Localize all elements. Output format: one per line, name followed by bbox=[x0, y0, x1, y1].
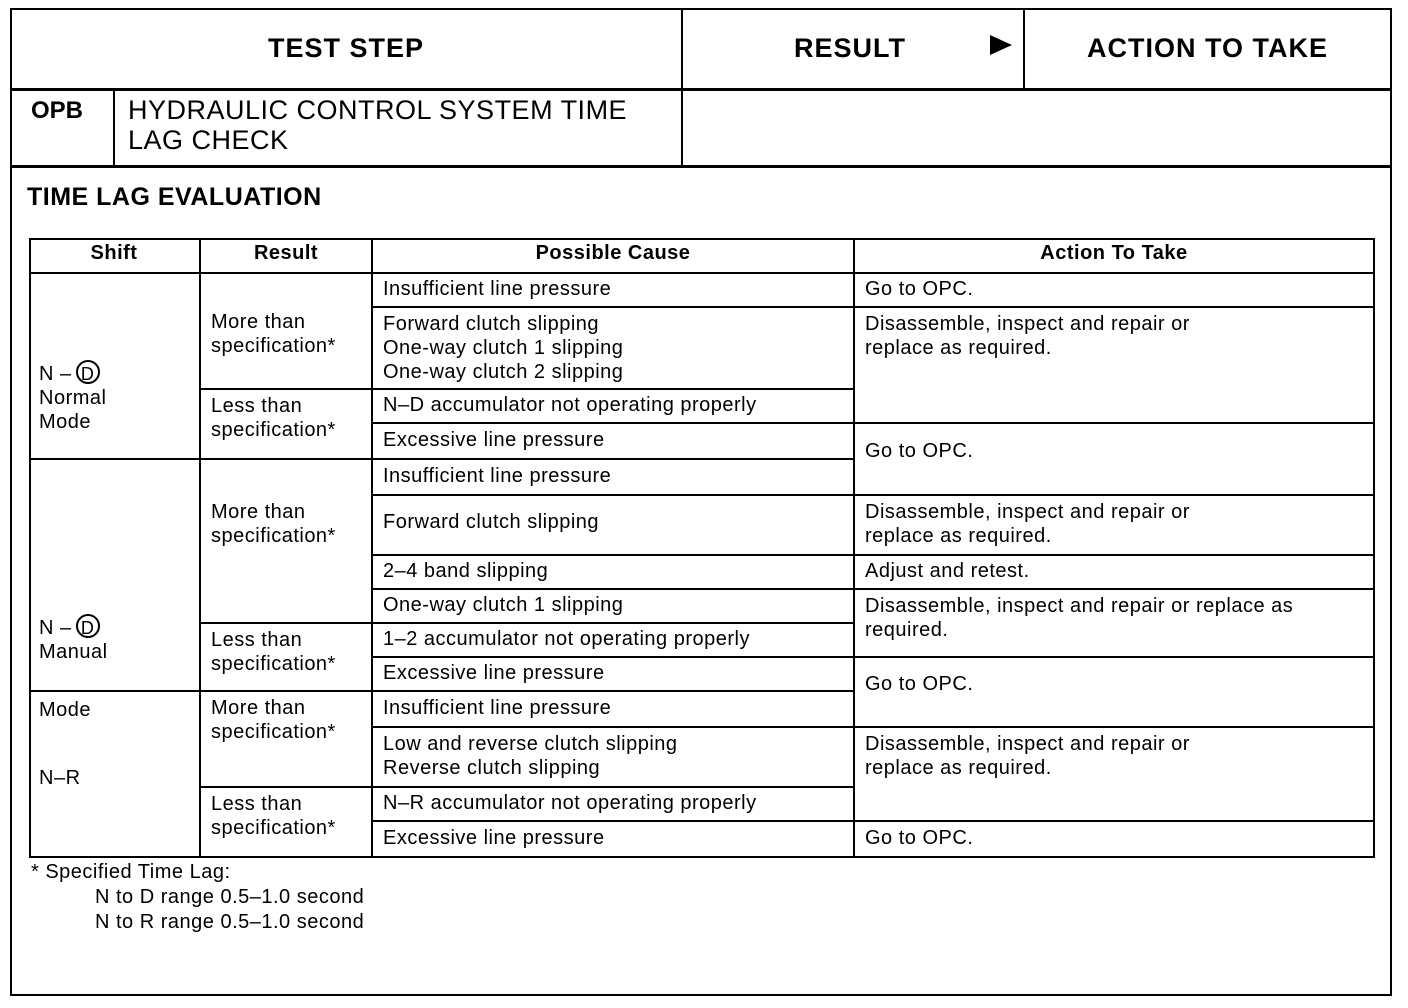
step-title: HYDRAULIC CONTROL SYSTEM TIME LAG CHECK bbox=[128, 95, 628, 155]
col-header-shift: Shift bbox=[29, 238, 201, 274]
shift-prefix: N – bbox=[39, 617, 72, 639]
result-more: More than specification* bbox=[201, 274, 373, 390]
cause-row: Insufficient line pressure bbox=[373, 460, 855, 496]
arrow-right-icon bbox=[990, 35, 1012, 55]
footnote bbox=[31, 860, 364, 935]
drive-range-icon: D bbox=[76, 360, 100, 384]
cause-row: 1–2 accumulator not operating properly bbox=[373, 624, 855, 658]
shift-mode-label: Manual bbox=[39, 641, 108, 663]
action-disassemble: Disassemble, inspect and repair or replace as required. bbox=[855, 728, 1375, 822]
step-code: OPB bbox=[31, 97, 84, 124]
step-code-divider bbox=[113, 90, 115, 166]
shift-nr: N–R bbox=[29, 692, 201, 858]
drive-range-icon: D bbox=[76, 614, 100, 638]
shift-prefix: N – bbox=[39, 363, 72, 385]
section-title: TIME LAG EVALUATION bbox=[27, 183, 322, 211]
action-disassemble: Disassemble, inspect and repair or replace as required. bbox=[855, 496, 1375, 556]
header-test-step: TEST STEP bbox=[267, 33, 425, 63]
cause-row: N–D accumulator not operating properly bbox=[373, 390, 855, 424]
header-action: ACTION TO TAKE bbox=[1087, 33, 1328, 63]
header-result: RESULT bbox=[794, 33, 906, 63]
cause-row: Insufficient line pressure bbox=[373, 274, 855, 308]
action-disassemble: Disassemble, inspect and repair or replace as required. bbox=[855, 308, 1375, 424]
action-go-opc: Go to OPC. bbox=[855, 822, 1375, 858]
cause-row: Excessive line pressure bbox=[373, 424, 855, 460]
footnote-line: N to D range 0.5–1.0 second bbox=[95, 886, 365, 908]
action-go-opc: Go to OPC. bbox=[855, 658, 1375, 728]
shift-mode-label: Mode bbox=[39, 699, 92, 721]
header-col-divider-1 bbox=[681, 8, 683, 166]
cause-row: Low and reverse clutch slipping Reverse clutch slipping bbox=[373, 728, 855, 788]
action-adjust: Adjust and retest. bbox=[855, 556, 1375, 590]
action-disassemble: Disassemble, inspect and repair or replace as required. bbox=[855, 590, 1375, 658]
step-divider bbox=[10, 165, 1392, 168]
action-go-opc: Go to OPC. bbox=[855, 424, 1375, 496]
cause-row: Insufficient line pressure bbox=[373, 692, 855, 728]
cause-row: Forward clutch slipping bbox=[373, 496, 855, 556]
cause-row: N–R accumulator not operating properly bbox=[373, 788, 855, 822]
footnote-title: * Specified Time Lag: bbox=[31, 861, 231, 883]
result-more: More than specification* bbox=[201, 692, 373, 788]
result-less: Less than specification* bbox=[201, 788, 373, 858]
col-header-action: Action To Take bbox=[855, 238, 1375, 274]
shift-mode-label: Normal Mode bbox=[39, 387, 107, 433]
cause-row: Excessive line pressure bbox=[373, 658, 855, 692]
result-less: Less than specification* bbox=[201, 624, 373, 692]
shift-nd-manual bbox=[29, 460, 201, 721]
col-header-cause: Possible Cause bbox=[373, 238, 855, 274]
footnote-line: N to R range 0.5–1.0 second bbox=[95, 911, 365, 933]
result-less: Less than specification* bbox=[201, 390, 373, 460]
action-go-opc: Go to OPC. bbox=[855, 274, 1375, 308]
time-lag-table bbox=[29, 238, 1375, 858]
cause-row: Forward clutch slipping One-way clutch 1 slipping One-way clutch 2 slipping bbox=[373, 308, 855, 390]
col-header-result: Result bbox=[201, 238, 373, 274]
shift-nd-normal bbox=[29, 274, 201, 460]
cause-row: One-way clutch 1 slipping bbox=[373, 590, 855, 624]
result-more: More than specification* bbox=[201, 460, 373, 624]
cause-row: Excessive line pressure bbox=[373, 822, 855, 858]
header-divider bbox=[10, 88, 1392, 91]
cause-row: 2–4 band slipping bbox=[373, 556, 855, 590]
